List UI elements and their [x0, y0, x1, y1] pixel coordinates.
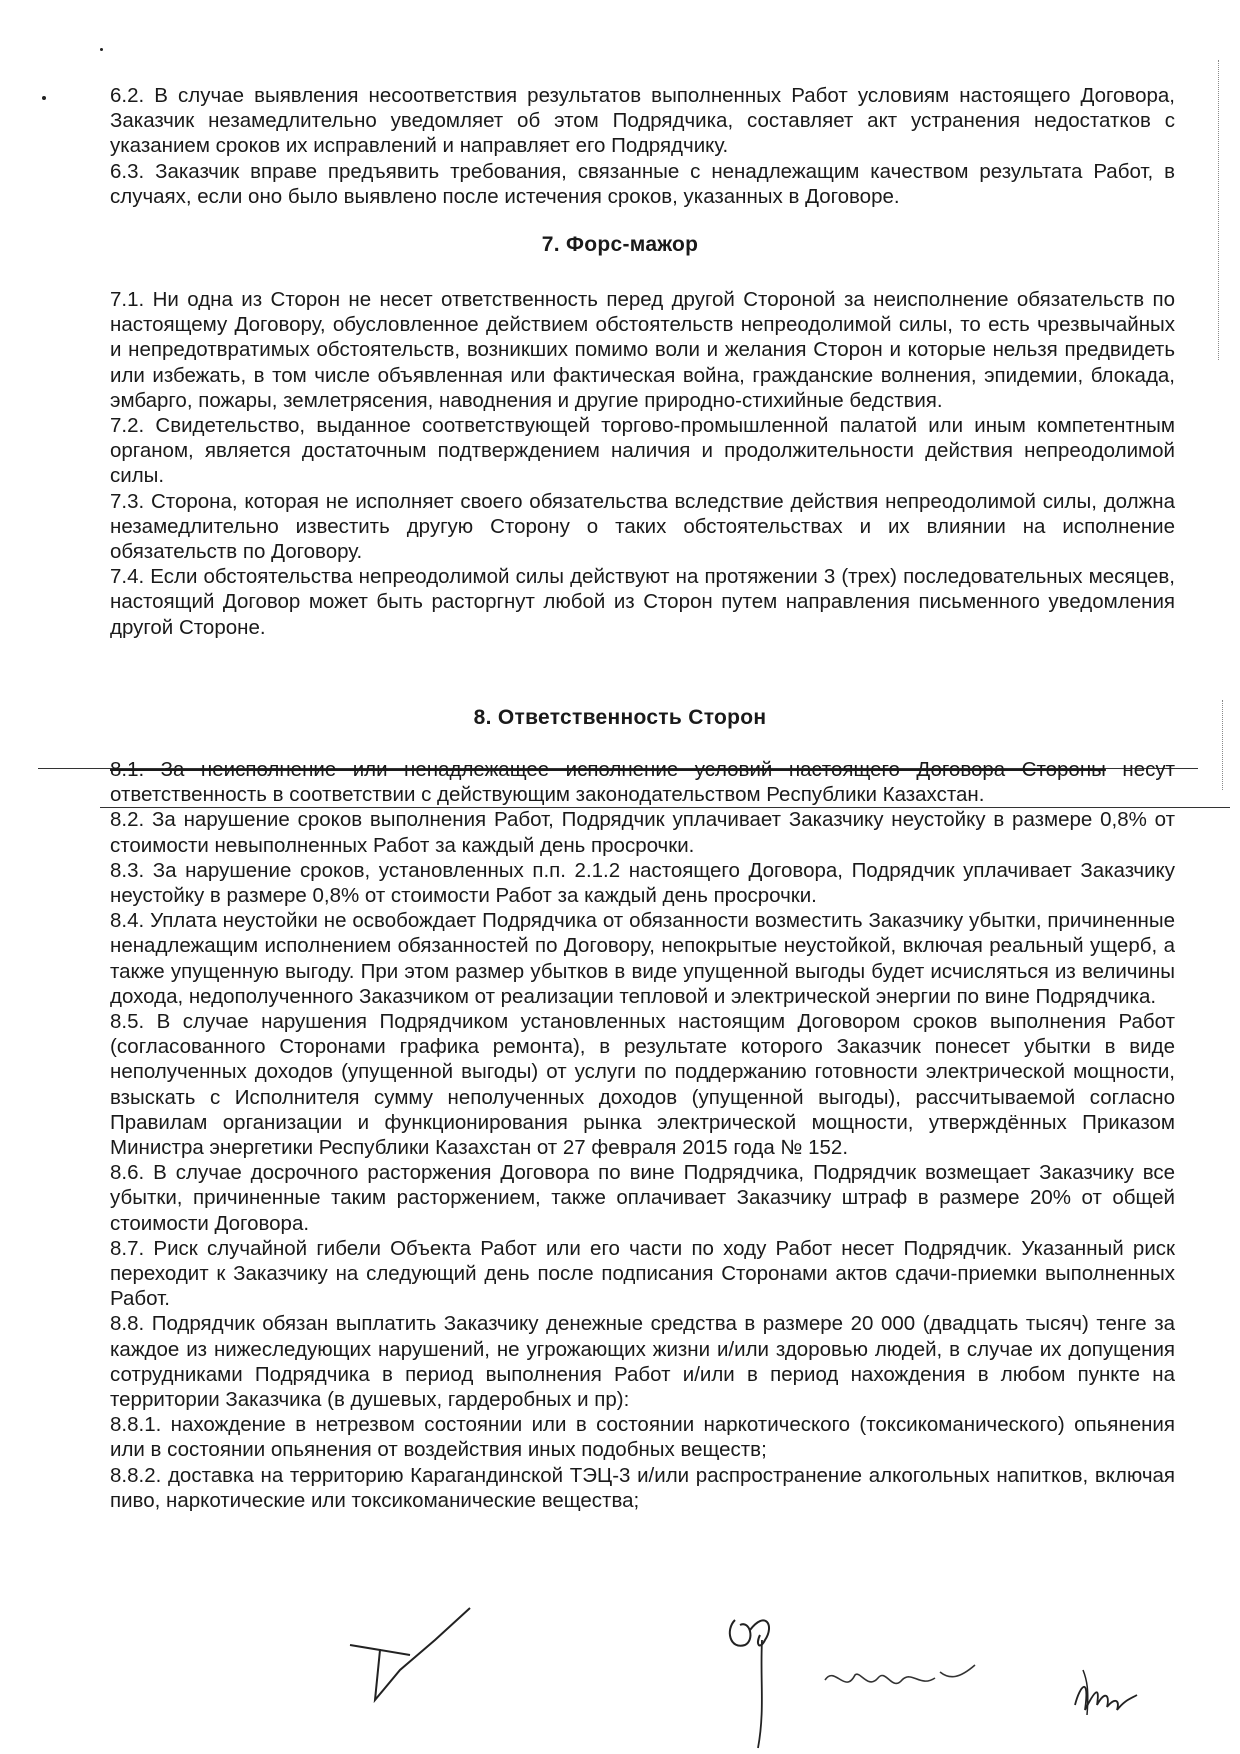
section-8-heading: 8. Ответственность Сторон	[473, 706, 767, 729]
paragraph-7-2: 7.2. Свидетельство, выданное соответствующей торгово-промышленной палатой или иным компетентным органом, является достаточным подтверждением наличия и продолжительности действия непреодолимой силы.	[110, 414, 1175, 488]
paragraph-8-7: 8.7. Риск случайной гибели Объекта Работ или его части по ходу Работ несет Подрядчик. Указанный риск переходит к Заказчику на следующий день после подписания Сторонами актов сдачи-приемки выполненных Работ.	[110, 1236, 1175, 1311]
paragraph-8-5: 8.5. В случае нарушения Подрядчиком установленных настоящим Договором сроков выполнения Работ (согласованного Сторонами графика ремонта), в результате которого Заказчик понесет убытки в виде неполученных доходов (упущенной выгоды) от услуги по поддержанию готовности электрической мощности, взыскать с Исполнителя сумму неполученных доходов (упущенной выгоды), рассчитываемой согласно Правилам организации и функционирования рынка электрической мощности, утверждённых Приказом Министра энергетики Республики Казахстан от 27 февраля 2015 года № 152.	[110, 1010, 1175, 1160]
section-7-heading: 7. Форс-мажор	[541, 233, 699, 256]
section-8-body	[110, 757, 1175, 1513]
paragraph-8-1-rest: несут ответственность в соответствии с действующим законодательством Республики Казахстан.	[110, 758, 1176, 807]
scan-margin-mark	[1218, 60, 1219, 360]
paragraph-7-3: 7.3. Сторона, которая не исполняет своего обязательства вследствие действия непреодолимой силы, должна незамедлительно известить другую Сторону о таких обстоятельствах и их влиянии на исполнение обязательств по Договору.	[110, 489, 1175, 564]
paragraph-8-3: 8.3. За нарушение сроков, установленных п.п. 2.1.2 настоящего Договора, Подрядчик уплачивает Заказчику неустойку в размере 0,8% от стоимости Работ за каждый день просрочки.	[110, 858, 1175, 908]
section-7-body	[110, 287, 1175, 640]
paragraph-8-2: 8.2. За нарушение сроков выполнения Работ, Подрядчик уплачивает Заказчику неустойку в размере 0,8% от стоимости невыполненных Работ за каждый день просрочки.	[110, 808, 1175, 857]
signature-1-icon	[340, 1600, 480, 1710]
paragraph-6-2: 6.2. В случае выявления несоответствия результатов выполненных Работ условиям настоящего Договора, Заказчик незамедлительно уведомляет об этом Подрядчика, составляет акт устранения недостатков с указанием сроков их исправлений и направляет его Подрядчику.	[110, 84, 1175, 158]
scan-speck	[42, 96, 46, 100]
paragraph-8-6: 8.6. В случае досрочного расторжения Договора по вине Подрядчика, Подрядчик возмещает Заказчику все убытки, причиненные таким расторжением, также оплачивает Заказчику штраф в размере 20% от общей стоимости Договора.	[110, 1161, 1175, 1235]
paragraph-8-4: 8.4. Уплата неустойки не освобождает Подрядчика от обязанности возместить Заказчику убытки, причиненные ненадлежащим исполнением обязанностей по Договору, непокрытые неустойкой, включая реальный ущерб, а также упущенную выгоду. При этом размер убытков в виде упущенной выгоды будет исчисляться из величины дохода, недополученного Заказчиком от реализации тепловой и электрической энергии по вине Подрядчика.	[110, 909, 1175, 1008]
paragraph-6-3: 6.3. Заказчик вправе предъявить требования, связанные с ненадлежащим качеством результата Работ, в случаях, если оно было выявлено после истечения сроков, указанных в Договоре.	[110, 159, 1175, 208]
signature-4-icon	[1065, 1655, 1145, 1725]
scan-speck	[100, 48, 103, 51]
paragraph-7-4: 7.4. Если обстоятельства непреодолимой силы действуют на протяжении 3 (трех) последовательных месяцев, настоящий Договор может быть расторгнут любой из Сторон путем направления письменного уведомления другой Стороне.	[110, 565, 1175, 639]
paragraph-8-1-struck: 8.1. За неисполнение или ненадлежащее исполнение условий настоящего Договора Стороны	[110, 758, 1106, 781]
paragraph-8-1	[110, 757, 1175, 807]
signature-2-icon	[720, 1600, 790, 1750]
paragraph-8-8: 8.8. Подрядчик обязан выплатить Заказчику денежные средства в размере 20 000 (двадцать тысяч) тенге за каждое из нижеследующих нарушений, не угрожающих жизни и/или здоровью людей, в случае их допущения сотрудниками Подрядчика в период выполнения Работ и/или в период нахождения в любом пункте на территории Заказчика (в душевых, гардеробных и пр):	[110, 1312, 1175, 1412]
paragraph-8-8-2: 8.8.2. доставка на территорию Карагандинской ТЭЦ-3 и/или распространение алкогольных напитков, включая пиво, наркотические или токсикоманические вещества;	[110, 1463, 1175, 1512]
section-6-tail	[110, 83, 1175, 209]
paragraph-8-8-1: 8.8.1. нахождение в нетрезвом состоянии или в состоянии наркотического (токсикоманического) опьянения или в состоянии опьянения от воздействия иных подобных веществ;	[110, 1413, 1175, 1462]
paragraph-7-1: 7.1. Ни одна из Сторон не несет ответственность перед другой Стороной за неисполнение обязательств по настоящему Договору, обусловленное действием обстоятельств непреодолимой силы, то есть чрезвычайных и непредотвратимых обстоятельств, возникших помимо воли и желания Сторон и которые нельзя предвидеть или избежать, в том числе объявленная или фактическая война, гражданские волнения, эпидемии, блокада, эмбарго, пожары, землетрясения, наводнения и другие природно-стихийные бедствия.	[110, 288, 1175, 412]
signature-3-icon	[820, 1650, 980, 1710]
